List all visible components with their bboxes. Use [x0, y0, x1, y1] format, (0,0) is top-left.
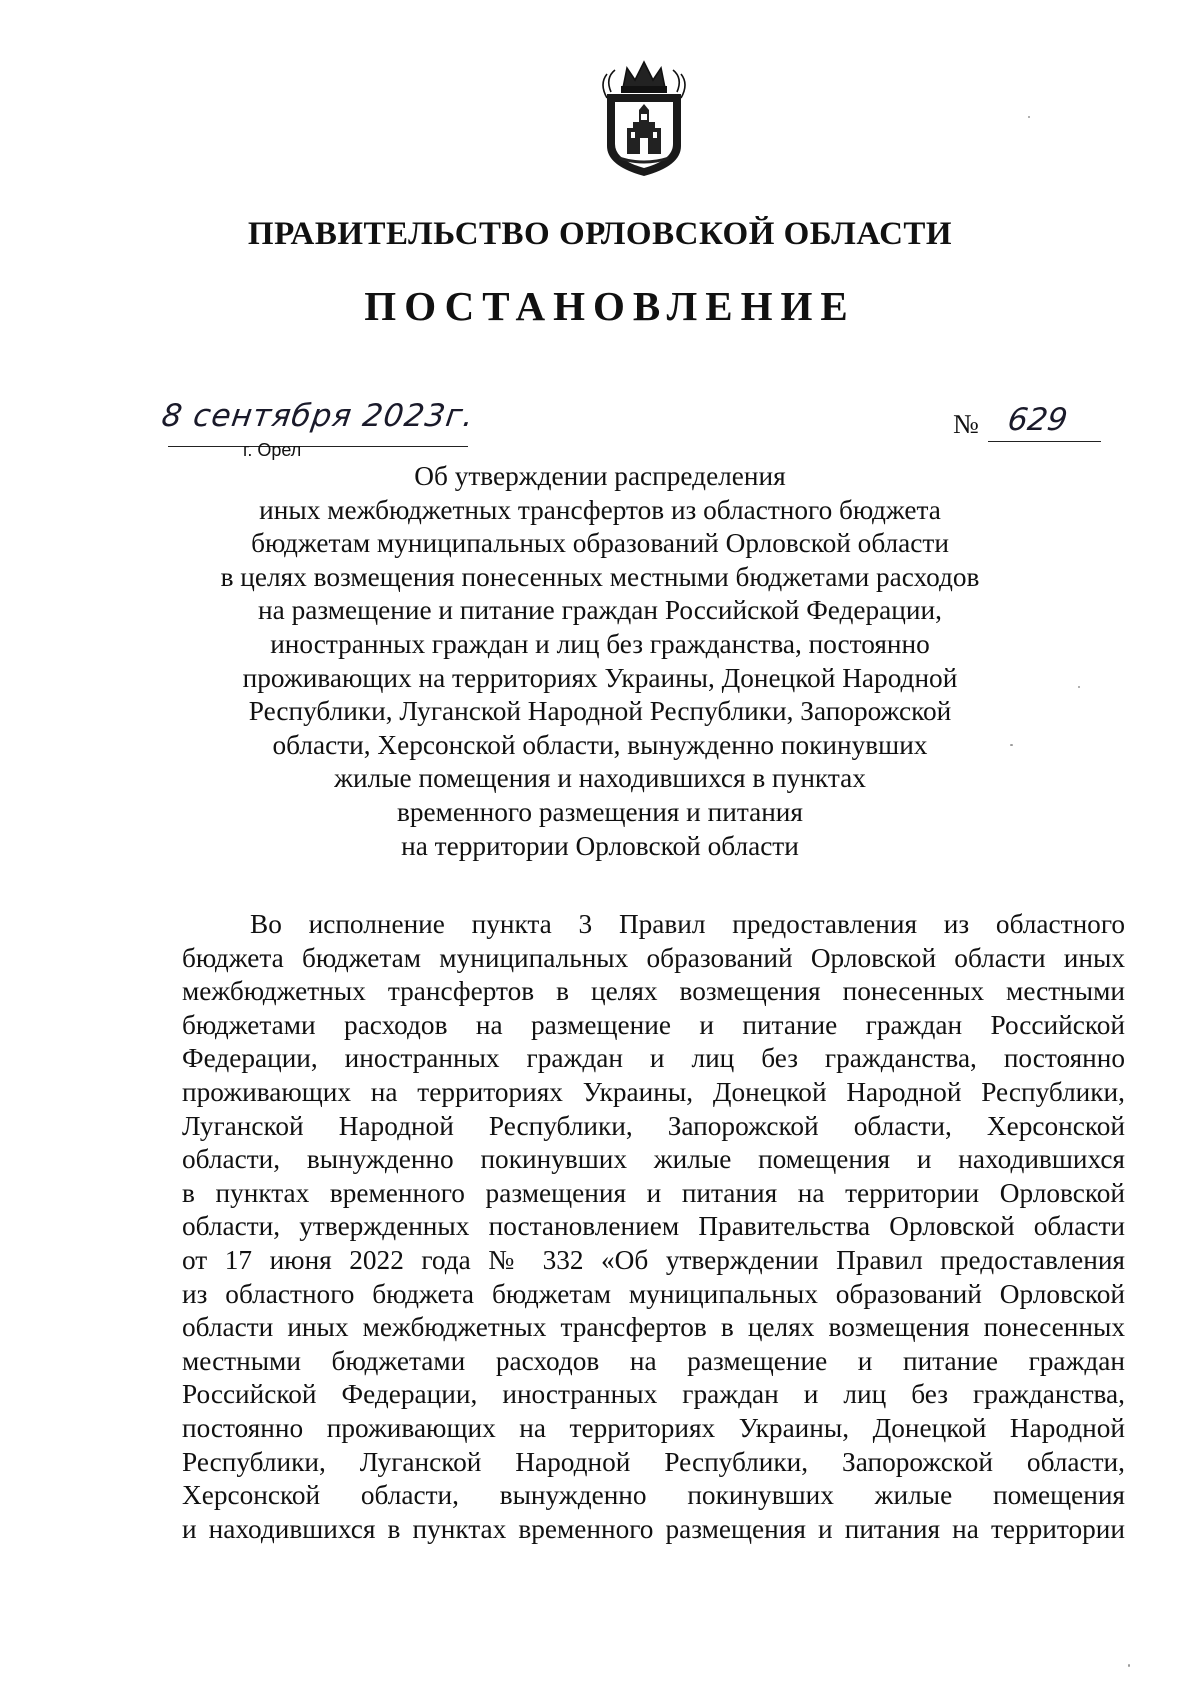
body-line: бюджета бюджетам муниципальных образований Орловской области иных: [182, 942, 1125, 973]
body-line: в пунктах временного размещения и питания на территории Орловской: [182, 1177, 1125, 1208]
heading-line: иностранных граждан и лиц без гражданства, постоянно: [270, 628, 930, 659]
document-heading: [150, 460, 1050, 863]
body-line: проживающих на территориях Украины, Донецкой Народной Республики,: [182, 1076, 1125, 1107]
document-type: ПОСТАНОВЛЕНИЕ: [364, 283, 856, 329]
heading-line: в целях возмещения понесенных местными бюджетами расходов: [220, 561, 980, 592]
body-line: Российской Федерации, иностранных граждан и лиц без гражданства,: [182, 1379, 1125, 1410]
number-label: №: [953, 409, 979, 439]
organization-name: ПРАВИТЕЛЬСТВО ОРЛОВСКОЙ ОБЛАСТИ: [247, 216, 953, 252]
body-line: из областного бюджета бюджетам муниципальных образований Орловской: [182, 1278, 1125, 1309]
heading-line: бюджетам муниципальных образований Орловской области: [251, 528, 949, 559]
heading-line: Об утверждении распределения: [414, 461, 786, 491]
body-line: местными бюджетами расходов на размещение и питание граждан: [182, 1345, 1125, 1376]
document-body: [182, 908, 1125, 1546]
heading-line: на размещение и питание граждан Российской Федерации,: [258, 595, 942, 626]
heading-line: проживающих на территориях Украины, Донецкой Народной: [242, 662, 958, 693]
number-underline: [988, 441, 1101, 442]
body-line: Херсонской области, вынужденно покинувших жилые помещения: [182, 1480, 1125, 1511]
heading-line: иных межбюджетных трансфертов из областного бюджета: [259, 494, 941, 525]
date-underline: [168, 446, 468, 447]
body-line: Федерации, иностранных граждан и лиц без гражданства, постоянно: [182, 1043, 1125, 1074]
body-line: межбюджетных трансфертов в целях возмещения понесенных местными: [182, 976, 1125, 1007]
body-line: области иных межбюджетных трансфертов в целях возмещения понесенных: [182, 1312, 1125, 1343]
heading-line: временного размещения и питания: [397, 796, 803, 827]
body-line: области, вынужденно покинувших жилые помещения и находившихся: [182, 1144, 1125, 1175]
heading-line: области, Херсонской области, вынужденно покинувших: [272, 729, 928, 760]
body-line: Республики, Луганской Народной Республики, Запорожской области,: [182, 1446, 1125, 1477]
heading-line: на территории Орловской области: [401, 830, 799, 861]
handwritten-number: 629: [1005, 402, 1070, 438]
body-line: постоянно проживающих на территориях Украины, Донецкой Народной: [182, 1412, 1125, 1443]
body-line: от 17 июня 2022 года № 332 «Об утверждении Правил предоставления: [182, 1244, 1125, 1275]
body-line: Луганской Народной Республики, Запорожской области, Херсонской: [182, 1110, 1125, 1141]
body-line: бюджетами расходов на размещение и питание граждан Российской: [182, 1009, 1125, 1040]
body-line: и находившихся в пунктах временного размещения и питания на территории: [182, 1513, 1125, 1544]
city-label: г. Орел: [243, 440, 302, 460]
body-line: области, утвержденных постановлением Правительства Орловской области: [182, 1211, 1125, 1242]
heading-line: жилые помещения и находившихся в пунктах: [334, 763, 866, 794]
heading-line: Республики, Луганской Народной Республики, Запорожской: [248, 696, 952, 727]
handwritten-date: 8 сентября 2023г.: [159, 398, 477, 434]
body-line: Во исполнение пункта 3 Правил предоставления из областного: [250, 909, 1125, 939]
orel-oblast-coat-of-arms-icon: [593, 58, 695, 180]
